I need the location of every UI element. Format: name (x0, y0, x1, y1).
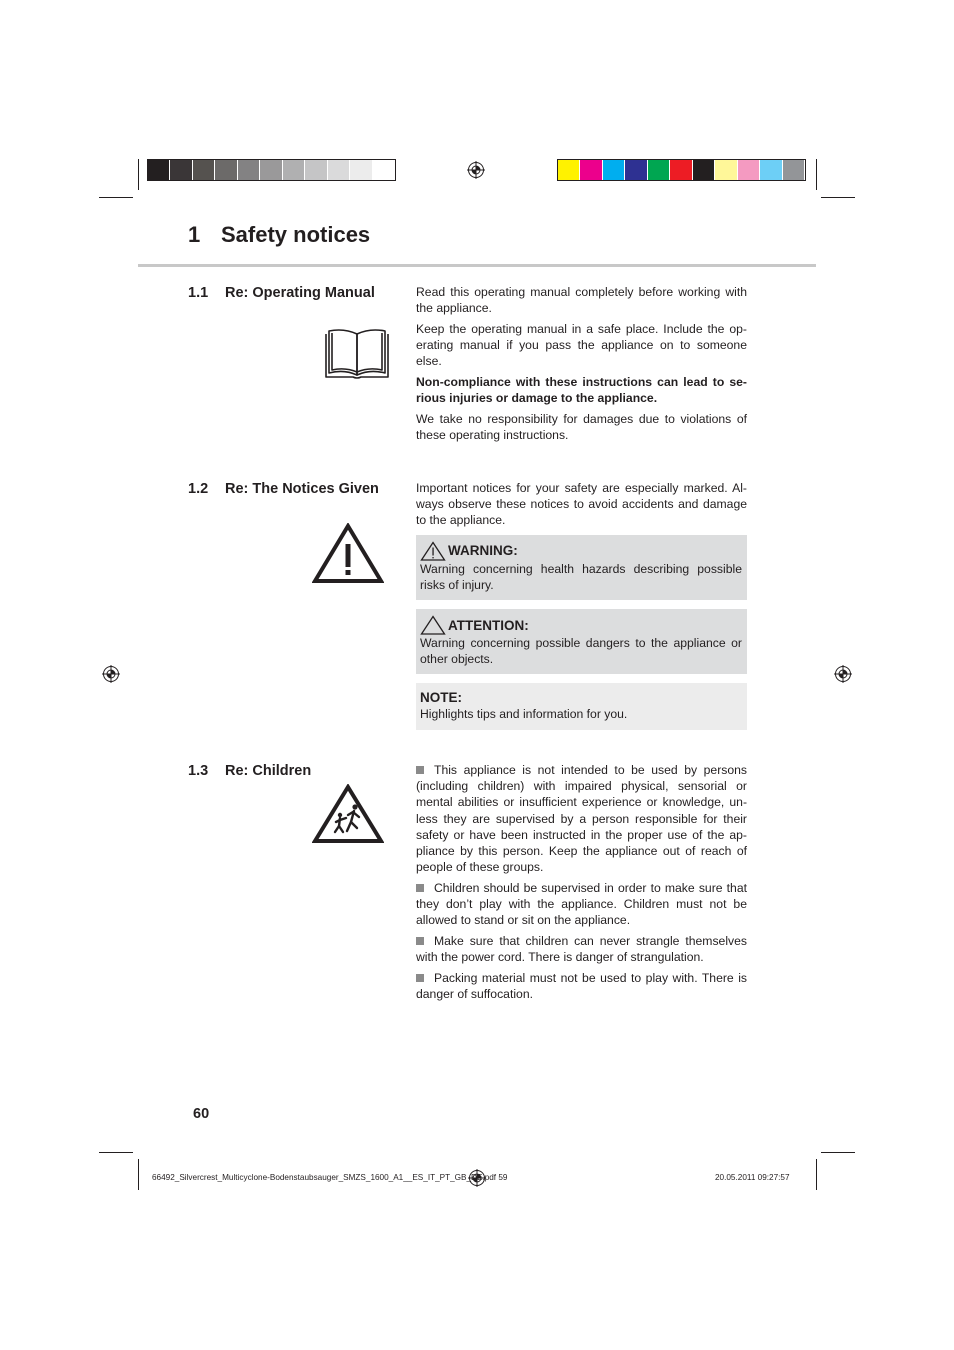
color-swatch (580, 160, 602, 180)
crop-mark (816, 1159, 817, 1190)
bullet-text: Packing material must not be used to play with. There is danger of suffocation. (416, 970, 747, 1002)
color-swatch (328, 160, 350, 180)
attention-icon (420, 615, 446, 635)
section-title: Re: Operating Manual (225, 285, 375, 301)
bullet-text: Make sure that children can never strangle themselves with the power cord. There is danger of strangulation. (416, 934, 747, 965)
bullet-square-icon (416, 766, 424, 774)
chapter-number: 1 (188, 222, 201, 247)
section-body-operating-manual (416, 284, 747, 448)
open-book-icon (324, 328, 390, 380)
color-swatch (305, 160, 327, 180)
color-swatch (625, 160, 647, 180)
note-title: NOTE: (420, 690, 462, 706)
color-swatch (350, 160, 372, 180)
attention-title: ATTENTION: (448, 617, 529, 633)
note-box (416, 683, 747, 729)
print-slug-filename: 66492_Silvercrest_Multicyclone-Bodenstaubsauger_SMZS_1600_A1__ES_IT_PT_GB_DE.pdf 59 (152, 1173, 508, 1182)
bullet-item (416, 880, 747, 929)
bullet-item (416, 933, 747, 965)
color-swatch (738, 160, 760, 180)
section-heading-notices-given (188, 481, 379, 497)
registration-mark-icon (834, 665, 852, 683)
bullet-square-icon (416, 937, 424, 945)
warning-box (416, 535, 747, 600)
bullet-square-icon (416, 974, 424, 982)
print-slug-datetime: 20.05.2011 09:27:57 (715, 1173, 790, 1182)
section-body-children (416, 762, 747, 1007)
section-heading-operating-manual (188, 285, 375, 301)
children-warning-icon (312, 784, 384, 844)
paragraph: Read this operating manual completely before working with the appliance. (416, 285, 747, 316)
color-swatch (648, 160, 670, 180)
bullet-text: This appliance is not intended to be used by persons (including children) with impaired physical, sensorial or mental abilities or insufficient experience or knowledge, un-less they are supervised by a person responsible for their safety or have been instructed in the proper use of the ap-pliance by this person. Keep the appliance out of reach of people of these groups. (416, 763, 747, 875)
color-swatch (238, 160, 260, 180)
color-swatch (558, 160, 580, 180)
page-title (188, 222, 370, 248)
crop-mark (99, 197, 133, 198)
color-swatch (148, 160, 170, 180)
color-swatch (715, 160, 737, 180)
paragraph: Important notices for your safety are especially marked. Al-ways observe these notices to avoid accidents and damage to the appliance. (416, 481, 747, 528)
bullet-item (416, 970, 747, 1002)
color-calibration-bar (557, 159, 806, 181)
chapter-title: Safety notices (221, 222, 371, 247)
warning-icon (420, 541, 446, 561)
section-number: 1.3 (188, 763, 209, 779)
warning-title: WARNING: (448, 543, 518, 559)
color-swatch (260, 160, 282, 180)
paragraph: Keep the operating manual in a safe place. Include the op-erating manual if you pass the appliance on to someone else. (416, 321, 747, 369)
attention-box (416, 609, 747, 674)
crop-mark (821, 197, 855, 198)
bullet-text: Children should be supervised in order to make sure that they don’t play with the appliance. Children must not be allowed to stand or sit on the appliance. (416, 880, 747, 928)
color-swatch (670, 160, 692, 180)
section-heading-children (188, 763, 311, 779)
grayscale-calibration-bar (147, 159, 396, 181)
page-number: 60 (193, 1106, 210, 1122)
color-swatch (783, 160, 805, 180)
section-title: Re: Children (225, 763, 312, 779)
crop-mark (138, 159, 139, 190)
color-swatch (283, 160, 305, 180)
paragraph-bold: Non-compliance with these instructions can lead to se-rious injuries or damage to the appliance. (416, 375, 747, 406)
section-body-notices-given (416, 480, 747, 739)
color-swatch (760, 160, 782, 180)
color-swatch (193, 160, 215, 180)
crop-mark (138, 1159, 139, 1190)
bullet-square-icon (416, 884, 424, 892)
color-swatch (693, 160, 715, 180)
color-swatch (215, 160, 237, 180)
color-swatch (603, 160, 625, 180)
note-text: Highlights tips and information for you. (420, 707, 628, 722)
paragraph: We take no responsibility for damages due to violations of these operating instructions. (416, 411, 747, 443)
warning-text: Warning concerning health hazards describing possible risks of injury. (420, 561, 742, 592)
color-swatch (373, 160, 395, 180)
warning-heading (420, 541, 742, 561)
crop-mark (816, 159, 817, 190)
crop-mark (821, 1152, 855, 1153)
crop-mark (99, 1152, 133, 1153)
heading-divider (138, 264, 816, 267)
registration-mark-icon (467, 161, 485, 179)
color-swatch (170, 160, 192, 180)
bullet-item (416, 762, 747, 875)
warning-triangle-icon (312, 523, 384, 584)
section-number: 1.2 (188, 481, 209, 497)
section-number: 1.1 (188, 285, 209, 301)
section-title: Re: The Notices Given (225, 481, 379, 497)
attention-text: Warning concerning possible dangers to the appliance or other objects. (420, 636, 742, 667)
registration-mark-icon (102, 665, 120, 683)
attention-heading (420, 615, 742, 635)
